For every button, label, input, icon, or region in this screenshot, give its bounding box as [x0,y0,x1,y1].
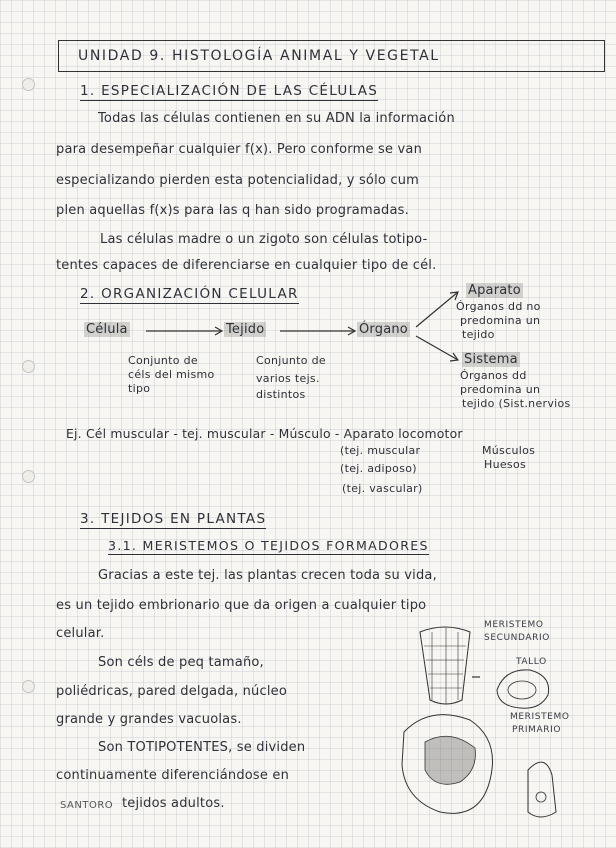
arrow-organo-sistema [416,336,458,360]
stem-cells [432,628,458,704]
root-cells [425,736,475,784]
s3-line-3: celular. [56,626,105,641]
s1-line-3: especializando pierden esta potencialidad, y sólo cum [56,173,420,188]
aparato-desc-3: tejido [462,328,495,341]
diagram-sistema: Sistema [464,352,518,367]
arrow-organo-aparato [416,292,458,327]
celula-def-3: tipo [128,382,151,395]
example-sub-1: (tej. muscular [340,444,421,457]
celula-def-1: Conjunto de [128,354,198,367]
brand-logo: SANTORO [60,800,114,811]
tallo-sketch [497,670,549,708]
aparato-desc-2: predomina un [460,314,541,327]
sistema-desc-2: predomina un [460,383,541,396]
s1-line-2: para desempeñar cualquier f(x). Pero conforme se van [56,142,423,157]
s1-line-1: Todas las células contienen en su ADN la información [98,111,455,126]
page-title: UNIDAD 9. HISTOLOGÍA ANIMAL Y VEGETAL [78,48,440,64]
s1-line-6: tentes capaces de diferenciarse en cualquier tipo de cél. [56,258,437,273]
section-3-heading: 3. TEJIDOS EN PLANTAS [80,511,267,527]
s3-p3-line-1: Son TOTIPOTENTES, se dividen [98,740,306,755]
sistema-desc-3: tejido (Sist.nervios [462,397,571,410]
example-sub-right-1: Músculos [482,444,536,457]
aparato-desc-1: Órganos dd no [456,300,541,313]
s1-line-4: plen aquellas f(x)s para las q han sido programadas. [56,203,409,218]
s3-p3-line-2: continuamente diferenciándose en [56,768,290,783]
label-meristemo-sec-2: SECUNDARIO [484,633,550,643]
bud-cell [536,792,546,802]
s3-line-1: Gracias a este tej. las plantas crecen toda su vida, [98,568,437,583]
tejido-def-2: varios tejs. [256,372,320,385]
tejido-def-1: Conjunto de [256,354,326,367]
diagram-organo: Órgano [359,322,408,337]
label-meristemo-pri-2: PRIMARIO [512,725,562,735]
example-sub-2: (tej. adiposo) [340,462,417,475]
example-line: Ej. Cél muscular - tej. muscular - Músculo - Aparato locomotor [66,426,463,441]
label-meristemo-sec-1: MERISTEMO [484,620,544,630]
s3-p3-line-3: tejidos adultos. [122,796,225,811]
label-meristemo-pri-1: MERISTEMO [510,712,570,722]
stem-sketch [420,627,470,704]
sistema-desc-1: Órganos dd [460,369,527,382]
bud-sketch [528,762,556,817]
diagram-tejido: Tejido [226,322,265,337]
tejido-def-3: distintos [256,388,306,401]
s1-line-5: Las células madre o un zigoto son células totipo- [100,232,428,247]
tallo-core [508,681,536,699]
diagram-aparato: Aparato [468,283,521,298]
example-sub-3: (tej. vascular) [342,482,423,495]
arrowhead [450,353,458,361]
section-3-1-heading: 3.1. MERISTEMOS O TEJIDOS FORMADORES [108,538,429,553]
stem-cells [424,646,466,688]
celula-def-2: céls del mismo [128,368,215,381]
s3-line-2: es un tejido embrionario que da origen a cualquier tipo [56,598,427,613]
section-2-heading: 2. ORGANIZACIÓN CELULAR [80,286,299,302]
s3-p2-line-2: poliédricas, pared delgada, núcleo [56,684,287,699]
section-1-heading: 1. ESPECIALIZACIÓN DE LAS CÉLULAS [80,83,379,99]
s3-p2-line-3: grande y grandes vacuolas. [56,712,242,727]
diagram-celula: Célula [86,322,128,337]
s3-p2-line-1: Son céls de peq tamaño, [98,655,264,670]
label-tallo: TALLO [516,657,547,667]
example-sub-right-2: Huesos [484,458,527,471]
